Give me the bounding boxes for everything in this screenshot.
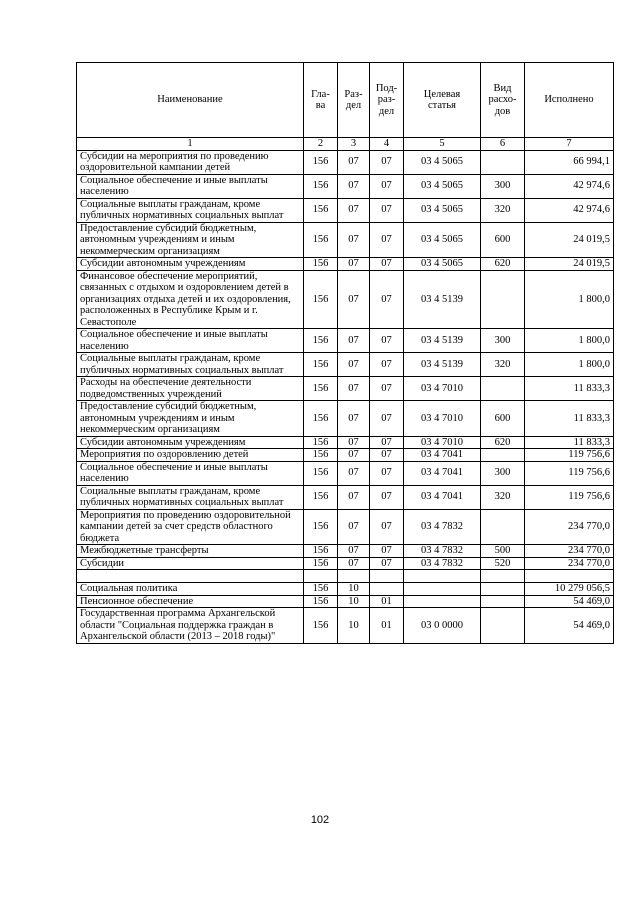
column-number: 1	[77, 138, 304, 151]
row-kind-cell	[481, 570, 525, 583]
column-number: 6	[481, 138, 525, 151]
row-glava-cell: 156	[304, 449, 338, 462]
row-podrazdel-cell: 07	[370, 353, 404, 377]
row-glava-cell: 156	[304, 150, 338, 174]
row-kind-cell	[481, 583, 525, 596]
row-razdel-cell: 07	[338, 545, 370, 558]
column-number: 5	[404, 138, 481, 151]
table-row	[77, 595, 614, 608]
row-podrazdel-cell: 07	[370, 545, 404, 558]
header-kind: Вид расхо- дов	[481, 63, 525, 138]
row-podrazdel-cell: 07	[370, 509, 404, 545]
row-glava-cell: 156	[304, 436, 338, 449]
row-glava-cell: 156	[304, 270, 338, 329]
row-razdel-cell: 10	[338, 608, 370, 644]
row-podrazdel-cell: 07	[370, 174, 404, 198]
row-name-cell: Социальное обеспечение и иные выплаты населению	[77, 329, 304, 353]
row-razdel-cell: 07	[338, 485, 370, 509]
header-name: Наименование	[77, 63, 304, 138]
row-razdel-cell: 07	[338, 174, 370, 198]
table-row	[77, 449, 614, 462]
header-executed: Исполнено	[525, 63, 614, 138]
row-glava-cell: 156	[304, 461, 338, 485]
row-target-cell: 03 4 7010	[404, 401, 481, 437]
row-kind-cell: 600	[481, 222, 525, 258]
row-amount-cell: 119 756,6	[525, 461, 614, 485]
table-row	[77, 329, 614, 353]
row-amount-cell: 54 469,0	[525, 595, 614, 608]
row-name-cell: Социальные выплаты гражданам, кроме публичных нормативных социальных выплат	[77, 198, 304, 222]
row-amount-cell: 42 974,6	[525, 174, 614, 198]
row-name-cell: Финансовое обеспечение мероприятий, связанных с отдыхом и оздоровлением детей в организациях отдыха детей и их оздоровления, расположенных в Республике Крым и г. Севастополе	[77, 270, 304, 329]
row-podrazdel-cell: 07	[370, 461, 404, 485]
row-name-cell: Мероприятия по проведению оздоровительной кампании детей за счет средств областного бюджета	[77, 509, 304, 545]
table-row	[77, 509, 614, 545]
row-target-cell: 03 4 5065	[404, 258, 481, 271]
row-glava-cell: 156	[304, 174, 338, 198]
table-row	[77, 222, 614, 258]
row-amount-cell: 119 756,6	[525, 449, 614, 462]
table-row	[77, 583, 614, 596]
row-podrazdel-cell: 07	[370, 150, 404, 174]
row-razdel-cell: 07	[338, 353, 370, 377]
row-kind-cell: 300	[481, 461, 525, 485]
row-name-cell: Предоставление субсидий бюджетным, автономным учреждениям и иным некоммерческим организациям	[77, 222, 304, 258]
row-podrazdel-cell: 07	[370, 258, 404, 271]
row-podrazdel-cell: 01	[370, 608, 404, 644]
row-kind-cell: 500	[481, 545, 525, 558]
row-target-cell: 03 4 7832	[404, 557, 481, 570]
row-kind-cell	[481, 595, 525, 608]
row-podrazdel-cell: 07	[370, 198, 404, 222]
table-row	[77, 436, 614, 449]
table-row	[77, 545, 614, 558]
row-name-cell: Социальное обеспечение и иные выплаты населению	[77, 174, 304, 198]
row-target-cell: 03 4 5139	[404, 353, 481, 377]
row-glava-cell: 156	[304, 377, 338, 401]
row-glava-cell: 156	[304, 608, 338, 644]
row-target-cell: 03 4 7010	[404, 436, 481, 449]
row-amount-cell: 119 756,6	[525, 485, 614, 509]
row-target-cell: 03 0 0000	[404, 608, 481, 644]
header-glava: Гла- ва	[304, 63, 338, 138]
table-body	[77, 150, 614, 643]
row-kind-cell	[481, 509, 525, 545]
row-name-cell: Пенсионное обеспечение	[77, 595, 304, 608]
row-razdel-cell: 07	[338, 449, 370, 462]
row-amount-cell: 234 770,0	[525, 557, 614, 570]
row-name-cell: Субсидии	[77, 557, 304, 570]
row-razdel-cell: 07	[338, 436, 370, 449]
row-target-cell: 03 4 5065	[404, 222, 481, 258]
row-amount-cell: 24 019,5	[525, 258, 614, 271]
row-name-cell: Социальная политика	[77, 583, 304, 596]
column-number: 4	[370, 138, 404, 151]
column-number: 7	[525, 138, 614, 151]
row-glava-cell: 156	[304, 329, 338, 353]
table-row	[77, 353, 614, 377]
row-razdel-cell: 07	[338, 198, 370, 222]
row-razdel-cell: 07	[338, 270, 370, 329]
header-target: Целевая статья	[404, 63, 481, 138]
row-razdel-cell: 07	[338, 258, 370, 271]
column-number: 3	[338, 138, 370, 151]
row-podrazdel-cell: 07	[370, 329, 404, 353]
row-target-cell	[404, 570, 481, 583]
row-razdel-cell: 07	[338, 461, 370, 485]
row-kind-cell	[481, 270, 525, 329]
row-kind-cell: 320	[481, 485, 525, 509]
row-podrazdel-cell: 07	[370, 222, 404, 258]
row-glava-cell: 156	[304, 222, 338, 258]
header-razdel: Раз- дел	[338, 63, 370, 138]
row-name-cell: Субсидии автономным учреждениям	[77, 258, 304, 271]
row-target-cell: 03 4 5065	[404, 150, 481, 174]
row-kind-cell: 320	[481, 198, 525, 222]
row-razdel-cell: 07	[338, 222, 370, 258]
row-target-cell: 03 4 7832	[404, 509, 481, 545]
row-kind-cell: 620	[481, 436, 525, 449]
row-target-cell: 03 4 7832	[404, 545, 481, 558]
header-podrazdel: Под- раз- дел	[370, 63, 404, 138]
row-kind-cell: 600	[481, 401, 525, 437]
row-amount-cell: 11 833,3	[525, 436, 614, 449]
page-number: 102	[310, 814, 330, 826]
row-razdel-cell: 07	[338, 150, 370, 174]
row-podrazdel-cell	[370, 570, 404, 583]
row-podrazdel-cell: 07	[370, 436, 404, 449]
row-amount-cell: 24 019,5	[525, 222, 614, 258]
row-razdel-cell	[338, 570, 370, 583]
row-amount-cell: 234 770,0	[525, 545, 614, 558]
row-kind-cell: 320	[481, 353, 525, 377]
table-row	[77, 270, 614, 329]
row-razdel-cell: 07	[338, 329, 370, 353]
row-podrazdel-cell	[370, 583, 404, 596]
row-name-cell: Субсидии на мероприятия по проведению оздоровительной кампании детей	[77, 150, 304, 174]
row-name-cell: Межбюджетные трансферты	[77, 545, 304, 558]
table-row	[77, 377, 614, 401]
row-target-cell: 03 4 5139	[404, 329, 481, 353]
row-podrazdel-cell: 07	[370, 401, 404, 437]
row-glava-cell: 156	[304, 401, 338, 437]
row-target-cell: 03 4 7041	[404, 461, 481, 485]
row-glava-cell: 156	[304, 353, 338, 377]
row-target-cell: 03 4 5139	[404, 270, 481, 329]
row-amount-cell: 11 833,3	[525, 377, 614, 401]
budget-table	[76, 62, 614, 644]
row-amount-cell: 234 770,0	[525, 509, 614, 545]
row-glava-cell: 156	[304, 198, 338, 222]
row-name-cell: Предоставление субсидий бюджетным, автономным учреждениям и иным некоммерческим организациям	[77, 401, 304, 437]
row-amount-cell: 66 994,1	[525, 150, 614, 174]
row-podrazdel-cell: 07	[370, 557, 404, 570]
row-kind-cell	[481, 608, 525, 644]
row-glava-cell: 156	[304, 545, 338, 558]
row-podrazdel-cell: 07	[370, 377, 404, 401]
row-razdel-cell: 07	[338, 377, 370, 401]
row-glava-cell: 156	[304, 557, 338, 570]
row-name-cell	[77, 570, 304, 583]
row-kind-cell: 520	[481, 557, 525, 570]
row-kind-cell: 300	[481, 174, 525, 198]
table-row	[77, 198, 614, 222]
row-kind-cell	[481, 449, 525, 462]
row-amount-cell: 54 469,0	[525, 608, 614, 644]
row-name-cell: Государственная программа Архангельской области "Социальная поддержка граждан в Архангельской области (2013 – 2018 годы)"	[77, 608, 304, 644]
row-amount-cell: 1 800,0	[525, 353, 614, 377]
table-row	[77, 401, 614, 437]
table-row	[77, 485, 614, 509]
row-name-cell: Субсидии автономным учреждениям	[77, 436, 304, 449]
row-name-cell: Социальные выплаты гражданам, кроме публичных нормативных социальных выплат	[77, 485, 304, 509]
table-row	[77, 258, 614, 271]
row-kind-cell	[481, 377, 525, 401]
row-razdel-cell: 07	[338, 557, 370, 570]
row-glava-cell: 156	[304, 509, 338, 545]
row-kind-cell: 300	[481, 329, 525, 353]
row-target-cell	[404, 595, 481, 608]
table-row	[77, 570, 614, 583]
row-glava-cell: 156	[304, 583, 338, 596]
row-amount-cell: 42 974,6	[525, 198, 614, 222]
row-target-cell: 03 4 5065	[404, 174, 481, 198]
column-numbers-row	[77, 138, 614, 151]
row-glava-cell: 156	[304, 595, 338, 608]
row-razdel-cell: 10	[338, 595, 370, 608]
row-amount-cell: 1 800,0	[525, 270, 614, 329]
row-amount-cell: 11 833,3	[525, 401, 614, 437]
row-podrazdel-cell: 07	[370, 485, 404, 509]
row-target-cell: 03 4 7041	[404, 485, 481, 509]
row-podrazdel-cell: 07	[370, 449, 404, 462]
row-target-cell: 03 4 7041	[404, 449, 481, 462]
row-razdel-cell: 10	[338, 583, 370, 596]
row-kind-cell: 620	[481, 258, 525, 271]
row-name-cell: Социальные выплаты гражданам, кроме публичных нормативных социальных выплат	[77, 353, 304, 377]
row-amount-cell: 10 279 056,5	[525, 583, 614, 596]
row-name-cell: Расходы на обеспечение деятельности подведомственных учреждений	[77, 377, 304, 401]
table-row	[77, 174, 614, 198]
row-name-cell: Мероприятия по оздоровлению детей	[77, 449, 304, 462]
table-row	[77, 608, 614, 644]
row-kind-cell	[481, 150, 525, 174]
row-podrazdel-cell: 01	[370, 595, 404, 608]
row-name-cell: Социальное обеспечение и иные выплаты населению	[77, 461, 304, 485]
row-target-cell: 03 4 7010	[404, 377, 481, 401]
row-razdel-cell: 07	[338, 509, 370, 545]
row-target-cell	[404, 583, 481, 596]
row-amount-cell: 1 800,0	[525, 329, 614, 353]
table-header-row	[77, 63, 614, 138]
column-number: 2	[304, 138, 338, 151]
table-row	[77, 557, 614, 570]
row-glava-cell: 156	[304, 258, 338, 271]
table-row	[77, 461, 614, 485]
row-razdel-cell: 07	[338, 401, 370, 437]
row-podrazdel-cell: 07	[370, 270, 404, 329]
row-glava-cell	[304, 570, 338, 583]
row-target-cell: 03 4 5065	[404, 198, 481, 222]
row-glava-cell: 156	[304, 485, 338, 509]
table-row	[77, 150, 614, 174]
row-amount-cell	[525, 570, 614, 583]
